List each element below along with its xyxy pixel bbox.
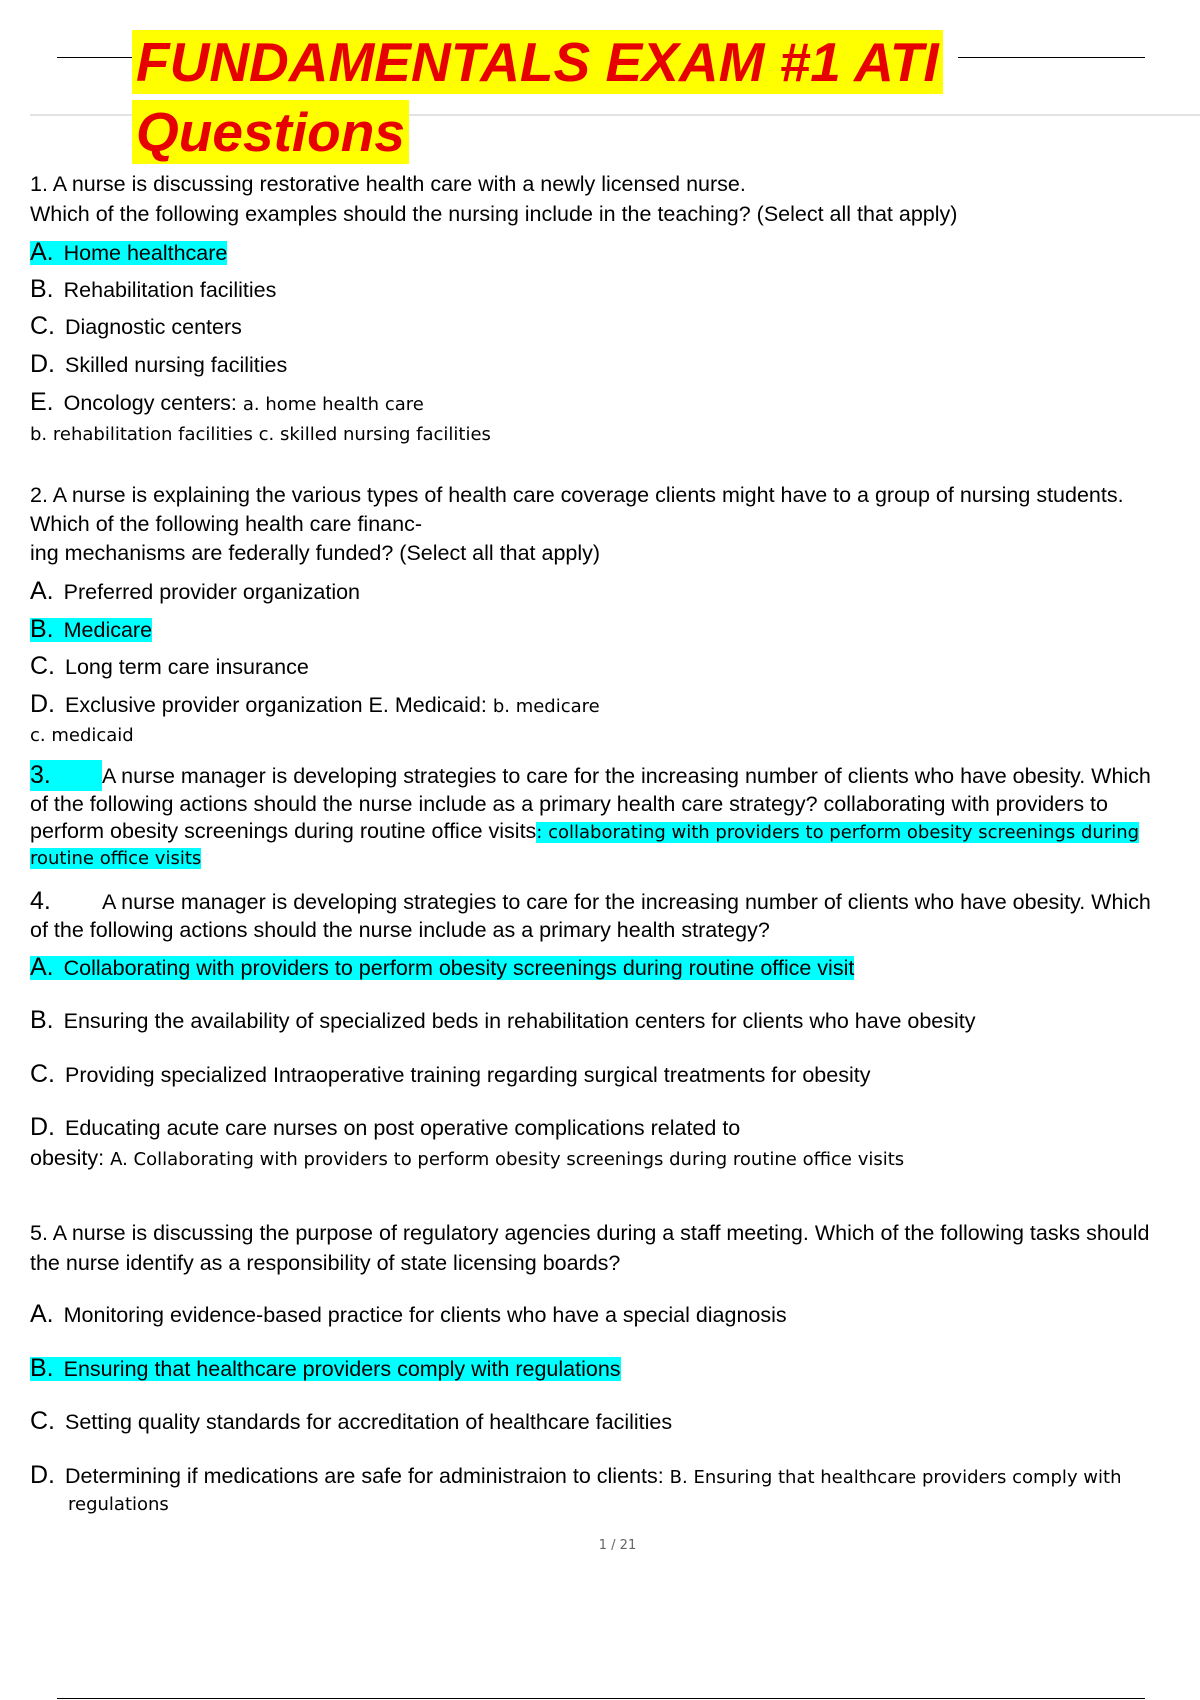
q3-answer-part2 [30,846,201,872]
q1-answer-part2: b. rehabilitation facilities c. skilled nursing facilities [30,424,491,445]
option-letter: B. [30,615,54,643]
option-text: Setting quality standards for accreditation of healthcare facilities [65,1410,673,1434]
option-letter: B. [30,1354,54,1382]
q4-line2: of the following actions should the nurse include as a primary health strategy? [30,918,770,942]
option-letter: C. [30,652,55,680]
q2-line1: 2. A nurse is explaining the various types of health care coverage clients might have to a group of nursing students. [30,483,1124,507]
q5-line2: the nurse identify as a responsibility of state licensing boards? [30,1251,621,1275]
q5-option-d [30,1460,1122,1493]
q4-line1 [30,886,1151,917]
q2-option-b [30,614,152,645]
q5-line1: 5. A nurse is discussing the purpose of regulatory agencies during a staff meeting. Which of the following tasks should [30,1221,1150,1245]
q3-stem-line1: A nurse manager is developing strategies to care for the increasing number of clients who have obesity. Which [102,764,1151,788]
option-letter: D. [30,350,55,378]
page-title-line1: FUNDAMENTALS EXAM #1 ATI [132,30,943,94]
q4-answer [30,1144,904,1174]
q4-option-d [30,1112,740,1143]
q3-line1 [30,760,1151,791]
page-title-line2: Questions [132,100,409,164]
q1-line2: Which of the following examples should the nursing include in the teaching? (Select all that apply) [30,202,958,226]
option-text: Ensuring the availability of specialized beds in rehabilitation centers for clients who have obesity [63,1009,976,1033]
option-letter: C. [30,312,55,340]
question-number: 4. [30,887,51,915]
header-rule-left [57,57,132,58]
page-number: 1 / 21 [598,1538,637,1553]
footer-rule [57,1698,1145,1699]
q3-answer-part1: : collaborating with providers to perform obesity screenings during [536,822,1140,843]
option-text: Preferred provider organization [63,580,361,604]
option-text: Long term care insurance [65,655,309,679]
q2-answer-part1: b. medicare [492,696,600,717]
option-letter: A. [30,953,54,981]
header-rule-right [958,57,1145,58]
q5-answer-part2: regulations [68,1494,169,1515]
option-text: Collaborating with providers to perform obesity screenings during routine office visit [63,956,855,980]
question-number: 3. [30,761,51,789]
option-text: Monitoring evidence-based practice for clients who have a special diagnosis [63,1303,787,1327]
q3-line2: of the following actions should the nurse include as a primary health care strategy? collaborating with providers to [30,792,1108,816]
q2-option-d [30,689,600,722]
option-text: Oncology centers: [63,391,237,415]
q4-option-b [30,1005,976,1036]
option-letter: A. [30,238,54,266]
q2-option-c [30,651,309,682]
q3-line3 [30,817,1139,847]
option-text: Skilled nursing facilities [65,353,288,377]
option-letter: D. [30,1461,55,1489]
q5-answer-part1: B. Ensuring that healthcare providers comply with [669,1467,1122,1488]
option-text: Rehabilitation facilities [63,278,277,302]
q5-option-c [30,1406,672,1437]
option-letter: C. [30,1407,55,1435]
q1-option-e [30,387,424,420]
q4-option-a [30,952,854,983]
q2-line2: Which of the following health care financ- [30,512,422,536]
option-text: Determining if medications are safe for administraion to clients: [65,1464,664,1488]
q1-option-d [30,349,287,380]
option-text: Exclusive provider organization E. Medicaid: [65,693,487,717]
option-letter: A. [30,1300,54,1328]
option-letter: B. [30,1006,54,1034]
q5-option-b [30,1353,621,1384]
option-letter: E. [30,388,54,416]
option-letter: B. [30,275,54,303]
option-letter: A. [30,577,54,605]
option-text: Providing specialized Intraoperative training regarding surgical treatments for obesity [65,1063,871,1087]
q5-option-a [30,1299,787,1330]
option-letter: C. [30,1060,55,1088]
answer-highlight: routine office visits [30,848,202,869]
q1-answer-part1: a. home health care [242,394,424,415]
q4-answer-text: A. Collaborating with providers to perform obesity screenings during routine office visits [110,1149,905,1170]
q4-answer-lead: obesity: [30,1146,105,1170]
q4-option-c [30,1059,870,1090]
option-text: Medicare [63,618,153,642]
q1-line1: 1. A nurse is discussing restorative health care with a newly licensed nurse. [30,172,746,196]
q1-option-a [30,237,227,268]
option-text: Diagnostic centers [65,315,242,339]
q1-option-b [30,274,276,305]
q3-stem-line3: perform obesity screenings during routine office visits [30,819,537,843]
q2-answer-part2: c. medicaid [30,725,134,746]
q4-stem-line1: A nurse manager is developing strategies to care for the increasing number of clients who have obesity. Which [102,890,1151,914]
option-text: Home healthcare [63,241,228,265]
q1-option-c [30,311,242,342]
option-letter: D. [30,690,55,718]
q2-line3: ing mechanisms are federally funded? (Select all that apply) [30,541,601,565]
q2-option-a [30,576,360,607]
option-text: Ensuring that healthcare providers comply with regulations [63,1357,621,1381]
option-text: Educating acute care nurses on post operative complications related to [65,1116,741,1140]
option-letter: D. [30,1113,55,1141]
